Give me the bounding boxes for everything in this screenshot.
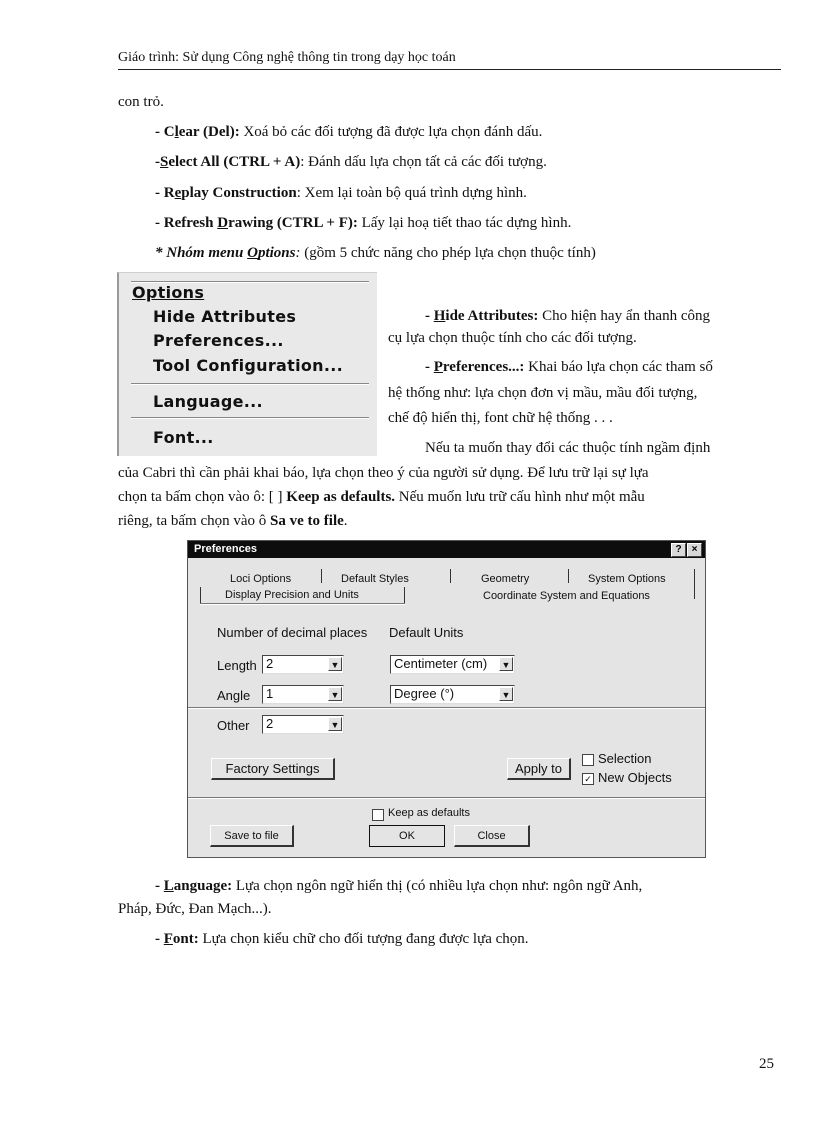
item-preferences-cont1: hệ thống như: lựa chọn đơn vị mầu, mầu đối tượng,: [388, 385, 698, 401]
item-replay: - Replay Construction: Xem lại toàn bộ quá trình dựng hình.: [155, 185, 527, 201]
length-label: Length: [217, 658, 257, 673]
menu-item-tool-configuration[interactable]: Tool Configuration...: [153, 356, 343, 375]
length-unit-value: Centimeter (cm): [394, 656, 488, 671]
page-number: 25: [759, 1056, 774, 1072]
page-header: Giáo trình: Sử dụng Công nghệ thông tin trong dạy học toán: [118, 50, 456, 65]
menu-item-language[interactable]: Language...: [153, 392, 263, 411]
item-preferences: - Preferences...: Khai báo lựa chọn các tham số: [425, 359, 713, 375]
tab-coordinate-system[interactable]: Coordinate System and Equations: [483, 590, 650, 602]
text-defaults-1: Nếu ta muốn thay đổi các thuộc tính ngầm định: [425, 440, 711, 456]
tab-divider: [450, 569, 451, 583]
length-unit-select[interactable]: [390, 655, 515, 674]
tab-geometry[interactable]: Geometry: [481, 573, 530, 585]
menu-separator: [131, 281, 369, 283]
angle-decimal-value: 1: [266, 686, 274, 701]
item-select-all: -Select All (CTRL + A): Đánh dấu lựa chọn tất cả các đối tượng.: [155, 154, 547, 170]
tab-loci-options[interactable]: Loci Options: [230, 573, 292, 585]
text-defaults-2: của Cabri thì cần phải khai báo, lựa chọn theo ý của người sử dụng. Để lưu trữ lại sự lựa: [118, 465, 649, 481]
chevron-down-icon[interactable]: ▼: [328, 717, 342, 731]
menu-item-hide-attributes[interactable]: Hide Attributes: [153, 307, 297, 326]
item-hide-attributes-cont: cụ lựa chọn thuộc tính cho các đối tượng.: [388, 330, 637, 346]
item-hide-attributes: - Hide Attributes: Cho hiện hay ẩn thanh công: [425, 308, 710, 324]
menu-separator: [131, 417, 369, 419]
chevron-down-icon[interactable]: ▼: [499, 687, 513, 701]
keep-defaults-label: Keep as defaults: [388, 807, 470, 819]
item-preferences-cont2: chế độ hiển thị, font chữ hệ thống . . .: [388, 410, 613, 426]
length-decimal-select[interactable]: [262, 655, 344, 674]
other-decimal-value: 2: [266, 716, 274, 731]
menu-separator: [131, 383, 369, 385]
help-button[interactable]: ?: [671, 543, 686, 557]
save-to-file-button[interactable]: Save to file: [210, 825, 294, 847]
tab-divider: [321, 569, 322, 583]
ok-button[interactable]: OK: [369, 825, 445, 847]
selection-label: Selection: [598, 751, 652, 766]
header-rule: [118, 69, 781, 70]
angle-unit-value: Degree (°): [394, 686, 455, 701]
tab-divider: [568, 569, 569, 583]
tab-system-options[interactable]: System Options: [588, 573, 666, 585]
chevron-down-icon[interactable]: ▼: [499, 657, 513, 671]
tab-default-styles[interactable]: Default Styles: [341, 573, 409, 585]
item-refresh: - Refresh Drawing (CTRL + F): Lấy lại hoạ tiết thao tác dựng hình.: [155, 215, 572, 231]
close-button[interactable]: Close: [454, 825, 530, 847]
angle-decimal-select[interactable]: [262, 685, 344, 704]
item-font: - Font: Lựa chọn kiểu chữ cho đối tượng đang được lựa chọn.: [155, 931, 529, 947]
section-divider: [188, 797, 705, 799]
factory-settings-button[interactable]: Factory Settings: [211, 758, 335, 780]
angle-unit-select[interactable]: [390, 685, 515, 704]
text-defaults-3: chọn ta bấm chọn vào ô: [ ] Keep as defaults. Nếu muốn lưu trữ cấu hình như một mẫu: [118, 489, 645, 505]
close-icon[interactable]: ×: [687, 543, 702, 557]
decimal-places-label: Number of decimal places: [217, 625, 368, 640]
chevron-down-icon[interactable]: ▼: [328, 687, 342, 701]
tab-underline: [200, 603, 405, 605]
new-objects-checkbox[interactable]: ✓: [582, 773, 594, 785]
options-menu-title[interactable]: Options: [132, 283, 205, 302]
preferences-dialog: [187, 540, 706, 858]
options-menu-image: [117, 272, 377, 456]
keep-defaults-checkbox[interactable]: [372, 809, 384, 821]
menu-item-preferences[interactable]: Preferences...: [153, 331, 284, 350]
dialog-title: Preferences: [194, 543, 257, 555]
selection-checkbox[interactable]: [582, 754, 594, 766]
apply-to-button[interactable]: Apply to: [507, 758, 571, 780]
item-options-group: * Nhóm menu Options: (gồm 5 chức năng cho phép lựa chọn thuộc tính): [155, 245, 596, 261]
item-clear: - Clear (Del): Xoá bỏ các đối tượng đã được lựa chọn đánh dấu.: [155, 124, 543, 140]
tab-display-precision[interactable]: Display Precision and Units: [225, 589, 359, 601]
item-language-cont: Pháp, Đức, Đan Mạch...).: [118, 901, 272, 917]
item-language: - Language: Lựa chọn ngôn ngữ hiển thị (có nhiều lựa chọn như: ngôn ngữ Anh,: [155, 878, 643, 894]
default-units-label: Default Units: [389, 625, 464, 640]
menu-item-font[interactable]: Font...: [153, 428, 214, 447]
text-defaults-4: riêng, ta bấm chọn vào ô Sa ve to file.: [118, 513, 348, 529]
tab-divider: [694, 569, 695, 599]
other-decimal-select[interactable]: [262, 715, 344, 734]
angle-label: Angle: [217, 688, 251, 703]
dialog-title-bar: [188, 541, 705, 558]
other-label: Other: [217, 718, 250, 733]
length-decimal-value: 2: [266, 656, 274, 671]
section-divider: [188, 707, 705, 709]
tab-divider: [404, 587, 405, 603]
chevron-down-icon[interactable]: ▼: [328, 657, 342, 671]
text-cont: con trỏ.: [118, 94, 164, 110]
tab-divider: [200, 587, 201, 603]
new-objects-label: New Objects: [598, 770, 672, 785]
